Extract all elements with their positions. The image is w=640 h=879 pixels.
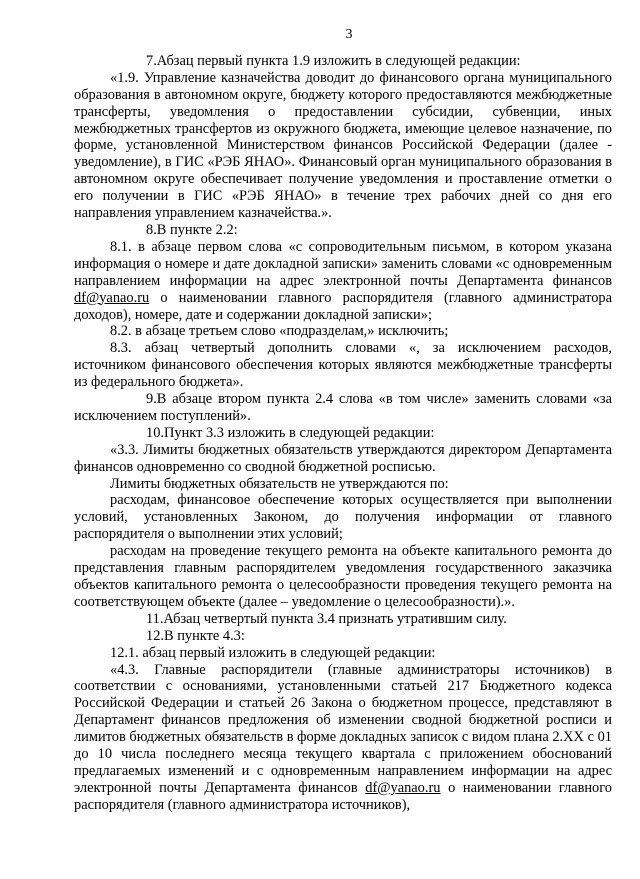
paragraph-3-3: «3.3. Лимиты бюджетных обязательств утверждаются директором Департамента финансов одновременно со сводной бюджетной росписью. xyxy=(74,441,612,475)
page-number: 3 xyxy=(345,27,353,42)
paragraph-12-1: 12.1. абзац первый изложить в следующей редакции: xyxy=(110,644,436,661)
paragraph-8-1 xyxy=(74,239,612,324)
paragraph-11 xyxy=(74,611,612,628)
email-link[interactable]: df@yanao.ru xyxy=(74,289,150,306)
paragraph-1-9-text: «1.9. Управление казначейства доводит до финансового органа муниципального образования в автономном округе, бюджету которого предоставляются межбюджетные трансферты, уведомления о предоставлении субсидии, субвенции, иных межбюджетных трансфертов из окружного бюджета, имеющие целевое назначение, по форме, установленной Министерством финансов Российской Федерации (далее - уведомление), в ГИС «РЭБ ЯНАО». Финансовый орган муниципального образования в автономном округе обеспечивает получение уведомления и проставление отметки о его получении в ГИС «РЭБ ЯНАО» в течение трех рабочих дней со дня его направления управлением казначейства.». xyxy=(74,69,612,222)
item-number: 11. xyxy=(146,610,164,627)
paragraph-text: В пункте 4.3: xyxy=(164,627,245,644)
paragraph-8-3: 8.3. абзац четвертый дополнить словами «, за исключением расходов, источником финансового обеспечения которых являются межбюджетные трансферты из федерального бюджета». xyxy=(74,340,612,391)
paragraph-9 xyxy=(74,391,612,425)
paragraph-12 xyxy=(74,628,612,645)
email-link[interactable]: df@yanao.ru xyxy=(365,779,441,796)
paragraph-text: о наименовании главного распорядителя (главного администратора источников), xyxy=(74,779,612,813)
item-number: 10. xyxy=(146,424,164,441)
paragraph-expenses-1: расходам, финансовое обеспечение которых осуществляется при выполнении условий, установленных Законом, до получения информации от главного распорядителя о выполнении этих условий; xyxy=(74,492,612,543)
item-number: 12. xyxy=(146,627,164,644)
item-number: 7. xyxy=(146,52,157,69)
paragraph-4-3 xyxy=(74,662,612,814)
paragraph-text: «4.3. Главные распорядители (главные администраторы источников) в соответствии с основаниями, установленными статьей 217 Бюджетного кодекса Российской Федерации и статьей 26 Закона о бюджетном процессе, представляют в Департамент финансов предложения об изменении сводной бюджетной росписи и лимитов бюджетных обязательств в форме докладных записок с видом плана 2.ХХ с 01 до 10 числа последнего месяца текущего квартала с приложением обоснований предлагаемых изменений и с одновременным направлением информации на адрес электронной почты Департамента финансов xyxy=(74,661,612,796)
paragraph-text: Абзац четвертый пункта 3.4 признать утратившим силу. xyxy=(163,610,507,627)
paragraph-7 xyxy=(74,53,612,70)
paragraph-limits: Лимиты бюджетных обязательств не утверждаются по: xyxy=(110,475,449,492)
paragraph-10 xyxy=(74,425,612,442)
paragraph-text: Пункт 3.3 изложить в следующей редакции: xyxy=(164,424,435,441)
paragraph-text: В абзаце втором пункта 2.4 слова «в том числе» заменить словами «за исключением поступлений». xyxy=(74,391,612,424)
paragraph-text: о наименовании главного распорядителя (главного администратора доходов), номере, дате и содержании докладной записки»; xyxy=(74,289,612,323)
paragraph-text: Абзац первый пункта 1.9 изложить в следующей редакции: xyxy=(156,52,521,69)
item-number: 9. xyxy=(146,391,157,408)
paragraph-8-2: 8.2. в абзаце третьем слово «подразделам,» исключить; xyxy=(110,323,449,340)
paragraph-expenses-2: расходам на проведение текущего ремонта на объекте капитального ремонта до представления главным распорядителем уведомления государственного заказчика объектов капитального ремонта о целесообразности проведения текущего ремонта на соответствующем объекте (далее – уведомление о целесообразности).». xyxy=(74,543,612,610)
item-number: 8. xyxy=(146,221,157,238)
paragraph-text: В пункте 2.2: xyxy=(156,221,238,238)
paragraph-8 xyxy=(74,222,612,239)
paragraph-text: 8.1. в абзаце первом слова «с сопроводительным письмом, в котором указана информация о номере и дате докладной записки» заменить словами «с одновременным направлением информации на адрес электронной почты Департамента финансов xyxy=(74,238,612,289)
